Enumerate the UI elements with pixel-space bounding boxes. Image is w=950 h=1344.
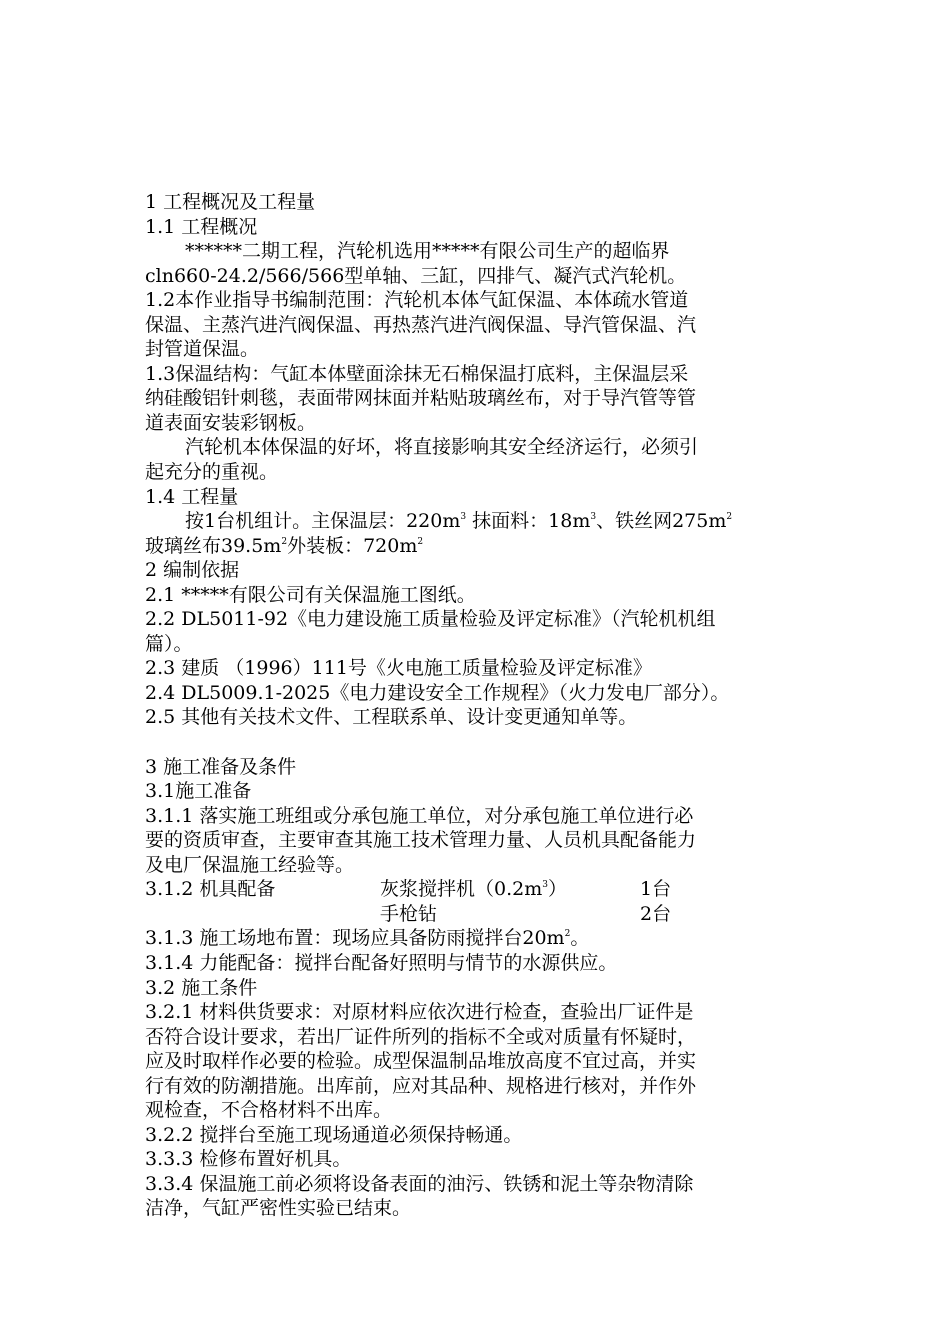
- paragraph-line: 3.3.4 保温施工前必须将设备表面的油污、铁锈和泥土等杂物清除: [145, 1172, 694, 1195]
- section-heading: 1 工程概况及工程量: [145, 191, 316, 213]
- equipment-row: [145, 877, 815, 902]
- subsection-heading: 3.1施工准备: [145, 780, 252, 803]
- paragraph-line: 纳硅酸铝针刺毯，表面带网抹面并粘贴玻璃丝布，对于导汽管等管: [145, 387, 697, 410]
- unit-superscript: 3: [460, 512, 467, 523]
- equipment-row: [145, 902, 815, 927]
- paragraph-line: 行有效的防潮措施。出库前，应对其品种、规格进行核对，并作外: [145, 1074, 697, 1097]
- site-text: 3.1.3 施工场地布置：现场应具备防雨搅拌台20m: [145, 927, 565, 950]
- equipment-item-text: ）: [547, 878, 567, 901]
- unit-superscript: 2: [564, 929, 571, 940]
- paragraph-line: cln660-24.2/566/566型单轴、三缸，四排气、凝汽式汽轮机。: [145, 264, 687, 287]
- paragraph-line: 封管道保温。: [145, 338, 260, 361]
- document-body: [145, 190, 815, 1221]
- blank-line: [145, 730, 815, 755]
- reference-line: 2.4 DL5009.1-2025《电力建设安全工作规程》（火力发电厂部分）。: [145, 681, 730, 704]
- paragraph-line: 应及时取样作必要的检验。成型保温制品堆放高度不宜过高，并实: [145, 1050, 697, 1073]
- reference-line: 篇）。: [145, 632, 193, 655]
- paragraph-line: 1.3保温结构：气缸本体壁面涂抹无石棉保温打底料，主保温层采: [145, 362, 689, 385]
- quantity-text: 按1台机组计。主保温层：220m: [185, 510, 461, 533]
- paragraph-line: 道表面安装彩钢板。: [145, 411, 317, 434]
- paragraph-line: 3.1.4 力能配备：搅拌台配备好照明与情节的水源供应。: [145, 951, 618, 974]
- reference-line: 2.5 其他有关技术文件、工程联系单、设计变更通知单等。: [145, 706, 638, 729]
- paragraph-line: 及电厂保温施工经验等。: [145, 853, 355, 876]
- quantity-text: 抹面料：18m: [466, 510, 591, 533]
- paragraph-line: 洁净，气缸严密性实验已结束。: [145, 1197, 412, 1220]
- subsection-heading: 1.1 工程概况: [145, 215, 258, 238]
- section-heading: 3 施工准备及条件: [145, 755, 297, 778]
- quantity-text: 、铁丝网275m: [596, 510, 727, 533]
- equipment-quantity: 1台: [640, 878, 672, 901]
- site-text: 。: [570, 927, 590, 950]
- paragraph-line: ******二期工程，汽轮机选用*****有限公司生产的超临界: [185, 240, 670, 263]
- quantity-line: [145, 534, 815, 559]
- paragraph-line: 观检查，不合格材料不出库。: [145, 1099, 393, 1122]
- subsection-heading: 3.2 施工条件: [145, 976, 258, 999]
- paragraph-line: 汽轮机本体保温的好坏，将直接影响其安全经济运行，必须引: [185, 436, 699, 459]
- equipment-item-text: 灰浆搅拌机（0.2m: [380, 878, 543, 901]
- paragraph-line: 保温、主蒸汽进汽阀保温、再热蒸汽进汽阀保温、导汽管保温、汽: [145, 313, 697, 336]
- paragraph-line: 3.2.2 搅拌台至施工现场通道必须保持畅通。: [145, 1123, 523, 1146]
- section-heading: 2 编制依据: [145, 559, 240, 582]
- paragraph-line: 3.3.3 检修布置好机具。: [145, 1148, 352, 1171]
- quantity-text: 玻璃丝布39.5m: [145, 534, 282, 557]
- equipment-quantity: 2台: [640, 902, 672, 925]
- equipment-item: 手枪钻: [380, 902, 438, 925]
- paragraph-line: 要的资质审查，主要审查其施工技术管理力量、人员机具配备能力: [145, 829, 697, 852]
- reference-line: 2.1 *****有限公司有关保温施工图纸。: [145, 583, 476, 606]
- paragraph-line: [145, 926, 815, 951]
- quantity-line: [145, 509, 815, 534]
- unit-superscript: 3: [542, 880, 548, 891]
- equipment-item: [380, 877, 567, 902]
- unit-superscript: 2: [726, 512, 733, 523]
- unit-superscript: 2: [281, 536, 288, 547]
- quantity-text: 外装板：720m: [287, 534, 418, 557]
- unit-superscript: 2: [417, 536, 424, 547]
- unit-superscript: 3: [590, 512, 597, 523]
- reference-line: 2.3 建质 （1996）111号《火电施工质量检验及评定标准》: [145, 657, 652, 680]
- paragraph-line: 3.1.1 落实施工班组或分承包施工单位，对分承包施工单位进行必: [145, 804, 694, 827]
- paragraph-line: 1.2本作业指导书编制范围：汽轮机本体气缸保温、本体疏水管道: [145, 289, 689, 312]
- subsection-heading: 1.4 工程量: [145, 485, 239, 508]
- paragraph-line: 否符合设计要求，若出厂证件所列的指标不全或对质量有怀疑时，: [145, 1025, 697, 1048]
- paragraph-line: 起充分的重视。: [145, 461, 279, 484]
- reference-line: 2.2 DL5011-92《电力建设施工质量检验及评定标准》（汽轮机机组: [145, 608, 716, 631]
- equipment-label: 3.1.2 机具配备: [145, 878, 276, 901]
- paragraph-line: 3.2.1 材料供货要求：对原材料应依次进行检查，查验出厂证件是: [145, 1001, 694, 1024]
